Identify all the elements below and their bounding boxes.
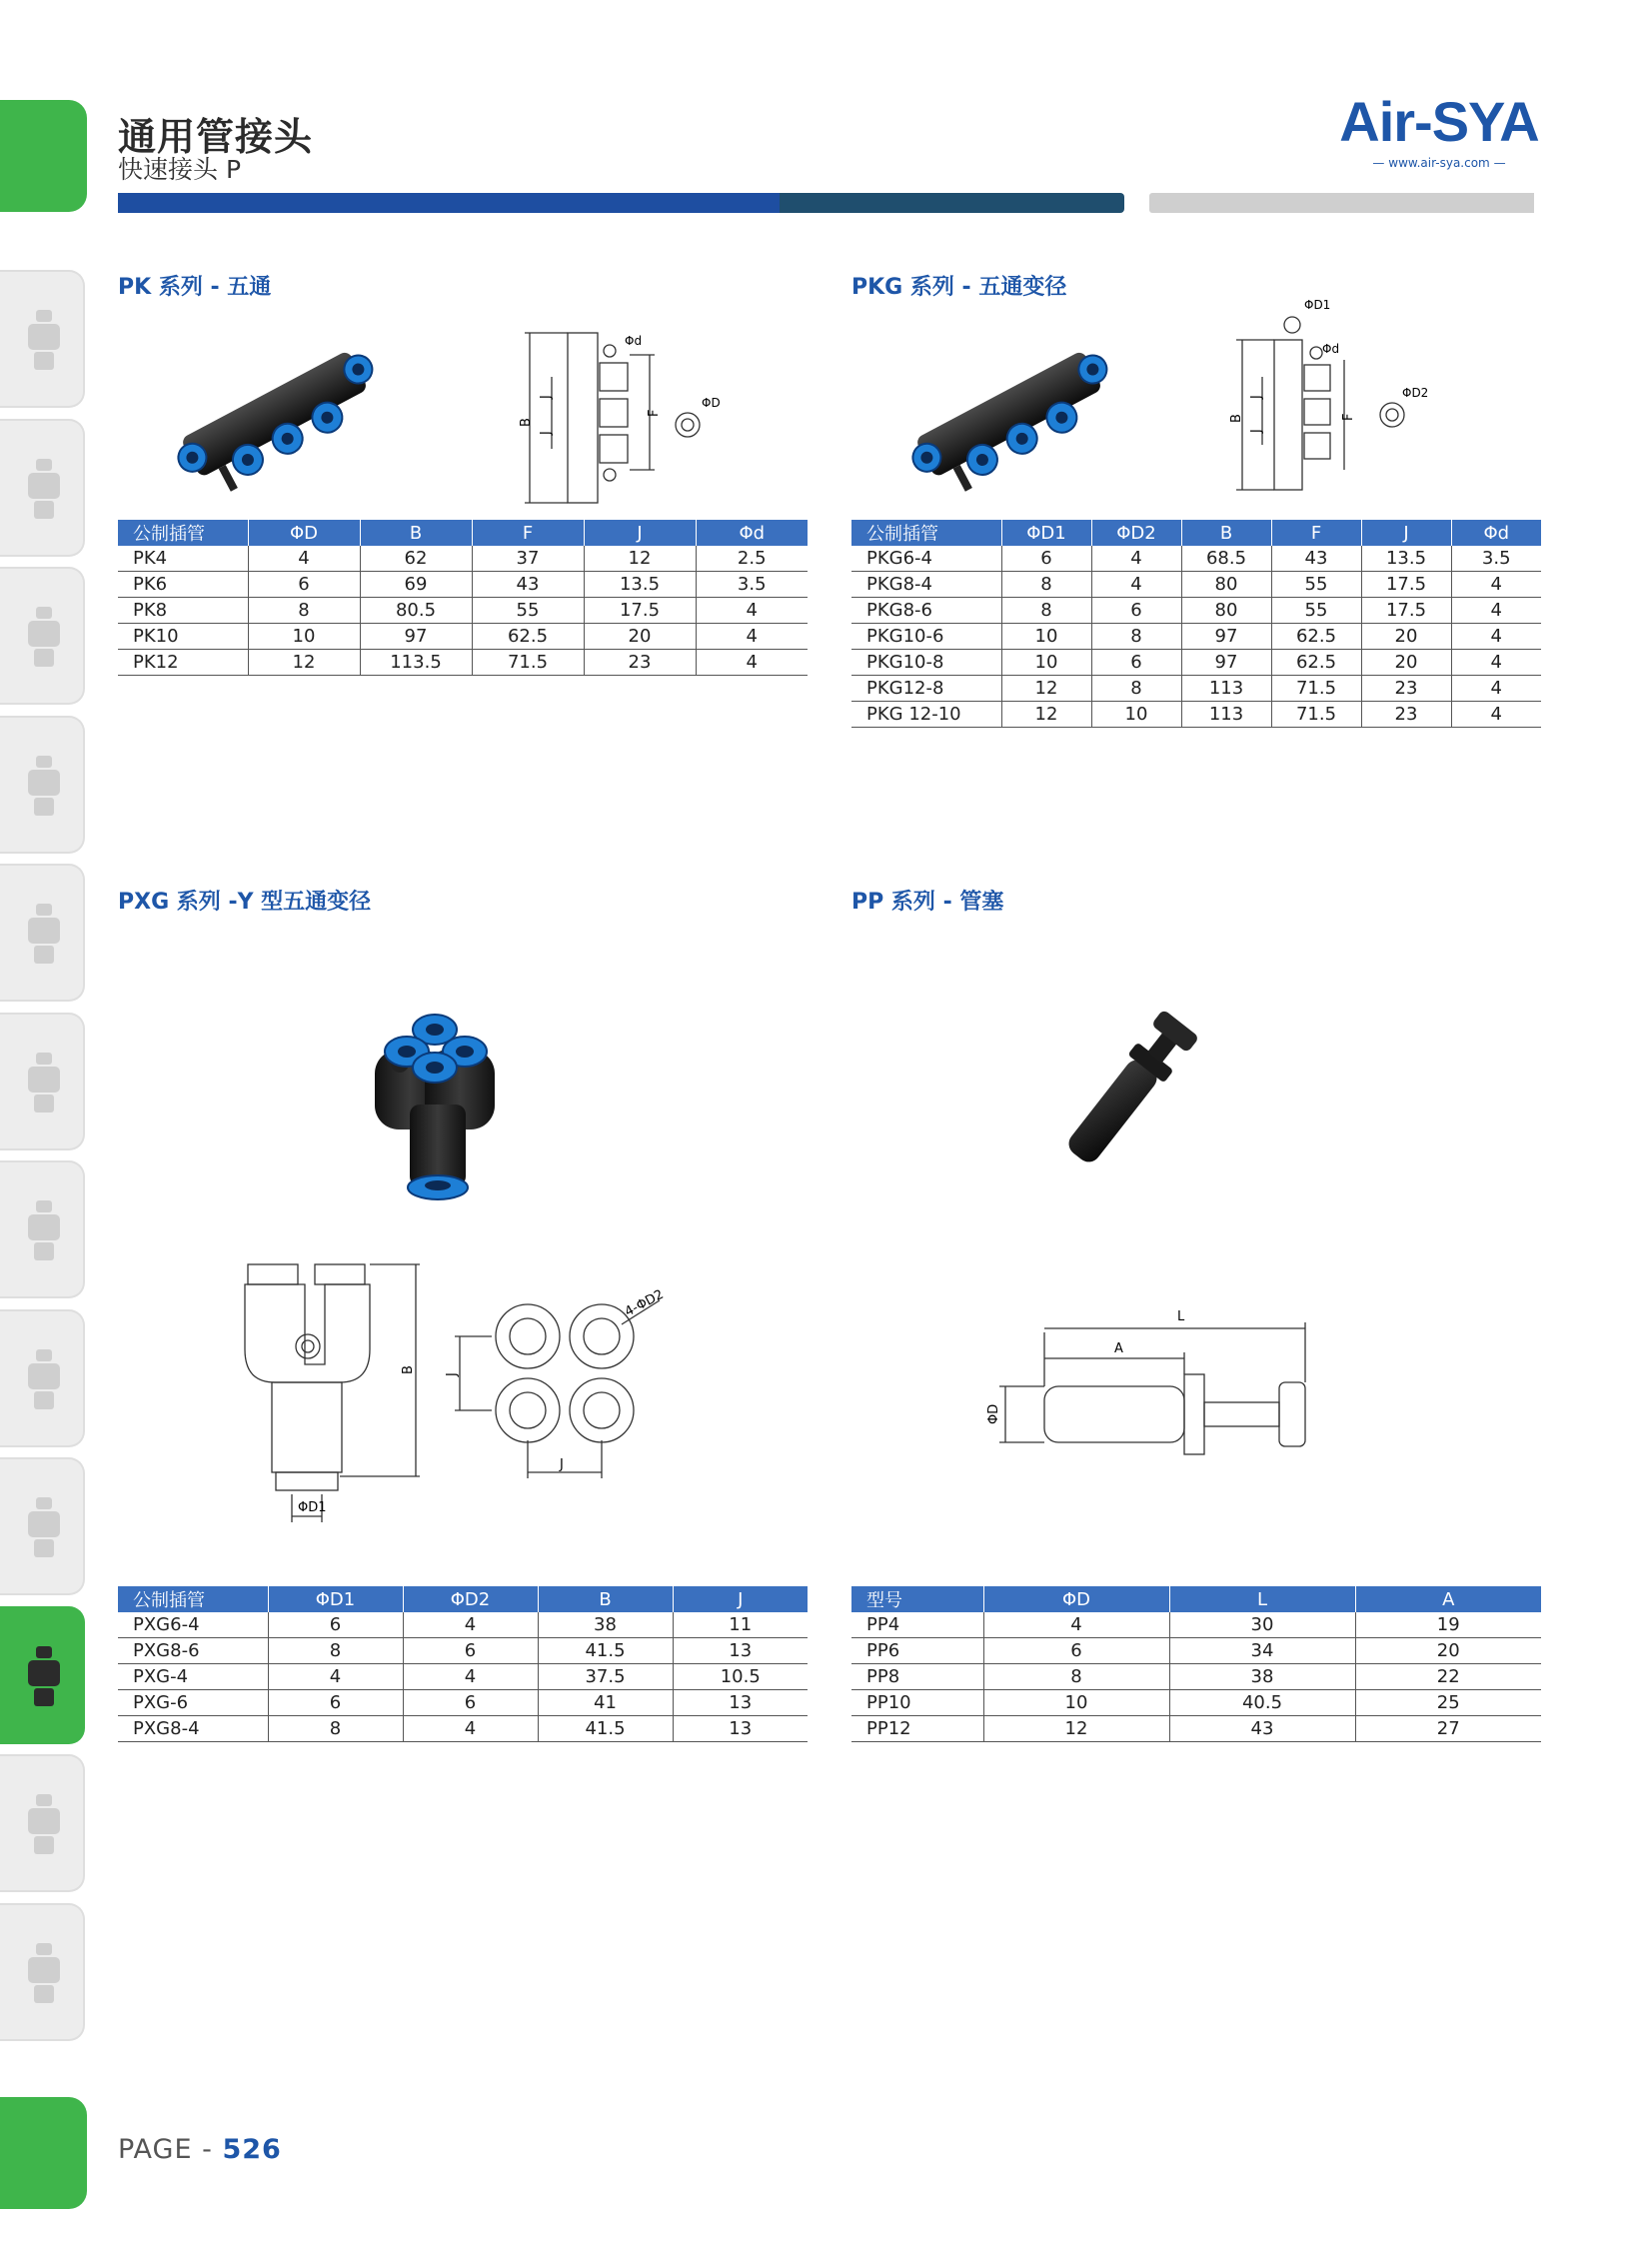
value-cell: 8 [983,1664,1169,1690]
col-header: F [1271,520,1361,546]
pk-dim-J1: J [539,395,554,399]
table-header-row [118,1586,808,1612]
value-cell: 68.5 [1181,546,1271,572]
table-row [118,1612,808,1638]
table-row [118,624,808,650]
col-header: F [472,520,584,546]
col-header: J [1361,520,1451,546]
pk-product-photo [170,330,380,500]
model-cell: PKG8-6 [851,598,1001,624]
model-cell: PK8 [118,598,248,624]
value-cell: 4 [1091,572,1181,598]
model-cell: PKG6-4 [851,546,1001,572]
value-cell: 20 [584,624,696,650]
fitting-icon [22,1642,66,1712]
value-cell: 113 [1181,676,1271,702]
value-cell: 4 [1451,572,1541,598]
value-cell: 43 [1271,546,1361,572]
valve-assembly-icon [22,1196,66,1266]
value-cell: 6 [268,1690,403,1716]
model-cell: PK10 [118,624,248,650]
model-cell: PXG-6 [118,1690,268,1716]
regulator-icon [22,603,66,673]
manual-valve-icon [22,900,66,970]
pxg-dim-D2: 4-ΦD2 [622,1286,667,1320]
value-cell: 4 [696,650,808,676]
value-cell: 40.5 [1169,1690,1355,1716]
table-row [851,1638,1541,1664]
value-cell: 4 [403,1612,538,1638]
table-header-row [851,520,1541,546]
model-cell: PK6 [118,572,248,598]
value-cell: 13.5 [584,572,696,598]
value-cell: 22 [1355,1664,1541,1690]
model-cell: PXG8-6 [118,1638,268,1664]
value-cell: 10 [1091,702,1181,728]
value-cell: 71.5 [1271,702,1361,728]
solenoid-valve-icon [22,752,66,822]
value-cell: 4 [1451,702,1541,728]
value-cell: 97 [1181,650,1271,676]
logo-url-text: www.air-sya.com [1388,156,1490,170]
model-cell: PXG-4 [118,1664,268,1690]
value-cell: 20 [1361,624,1451,650]
sidebar-tab-fitting[interactable] [0,1606,85,1744]
value-cell: 20 [1355,1638,1541,1664]
pxg-spec-table [118,1586,808,1742]
sidebar-tab-frl-unit[interactable] [0,270,85,408]
sidebar-tab-silencer[interactable] [0,1754,85,1892]
pk-dim-d: Φd [625,334,643,348]
pk-spec-table [118,520,808,676]
pxg-product-photo [355,1010,525,1204]
col-header: 公制插管 [118,1586,268,1612]
value-cell: 4 [983,1612,1169,1638]
col-header: Φd [1451,520,1541,546]
value-cell: 62.5 [472,624,584,650]
value-cell: 12 [983,1716,1169,1742]
value-cell: 11 [673,1612,808,1638]
header-bar-blue [118,193,780,213]
value-cell: 69 [360,572,472,598]
pkg-dim-B: B [1229,414,1244,423]
page-title: 通用管接头 [118,115,314,159]
value-cell: 8 [1001,572,1091,598]
pkg-dim-D2: ΦD2 [1402,386,1429,400]
model-cell: PK4 [118,546,248,572]
value-cell: 55 [1271,598,1361,624]
pp-dim-L: L [1177,1309,1185,1324]
table-row [851,650,1541,676]
value-cell: 37 [472,546,584,572]
pk-dim-J2: J [539,431,554,435]
value-cell: 97 [360,624,472,650]
value-cell: 43 [1169,1716,1355,1742]
value-cell: 4 [1451,676,1541,702]
table-row [851,1716,1541,1742]
page-label: PAGE - [118,2134,223,2165]
value-cell: 10 [983,1690,1169,1716]
value-cell: 12 [1001,702,1091,728]
value-cell: 12 [584,546,696,572]
value-cell: 13.5 [1361,546,1451,572]
value-cell: 113.5 [360,650,472,676]
logo-url: — www.air-sya.com — [1372,156,1506,170]
filter-icon [22,455,66,525]
table-header-row [118,520,808,546]
model-cell: PP12 [851,1716,983,1742]
value-cell: 8 [268,1716,403,1742]
value-cell: 8 [1091,624,1181,650]
pkg-spec-table [851,520,1541,728]
value-cell: 12 [248,650,360,676]
pk-dim-B: B [519,418,534,427]
table-row [851,572,1541,598]
bottom-green-tab [0,2097,87,2209]
value-cell: 34 [1169,1638,1355,1664]
model-cell: PXG8-4 [118,1716,268,1742]
value-cell: 10.5 [673,1664,808,1690]
value-cell: 17.5 [584,598,696,624]
value-cell: 23 [584,650,696,676]
value-cell: 4 [1091,546,1181,572]
table-row [851,546,1541,572]
model-cell: PKG10-8 [851,650,1001,676]
header-bar-teal [780,193,1124,213]
frl-unit-icon [22,306,66,376]
col-header: J [673,1586,808,1612]
col-header: B [360,520,472,546]
page-subtitle: 快速接头 P [118,155,242,184]
pkg-section-title: PKG 系列 - 五通变径 [851,275,1067,300]
value-cell: 38 [1169,1664,1355,1690]
table-row [118,650,808,676]
value-cell: 113 [1181,702,1271,728]
col-header: ΦD2 [1091,520,1181,546]
value-cell: 6 [1091,598,1181,624]
model-cell: PP8 [851,1664,983,1690]
model-cell: PP4 [851,1612,983,1638]
sidebar-tab-gripper[interactable] [0,1457,85,1595]
pp-product-photo [1039,1000,1219,1184]
value-cell: 10 [248,624,360,650]
pp-section-title: PP 系列 - 管塞 [851,890,1004,915]
col-header: Φd [696,520,808,546]
pxg-dimension-drawing [230,1254,700,1534]
sidebar-tab-mechanical-valve[interactable] [0,1013,85,1150]
value-cell: 80 [1181,598,1271,624]
accessory-icon [22,1939,66,2009]
page-number [118,2134,282,2165]
logo-text: Air-SYA [1339,90,1539,153]
value-cell: 4 [403,1716,538,1742]
col-header: J [584,520,696,546]
pk-section-title: PK 系列 - 五通 [118,275,272,300]
value-cell: 43 [472,572,584,598]
top-green-tab [0,100,87,212]
pk-dim-F: F [647,409,662,417]
table-row [851,702,1541,728]
value-cell: 2.5 [696,546,808,572]
table-row [851,676,1541,702]
silencer-icon [22,1790,66,1860]
value-cell: 37.5 [538,1664,673,1690]
value-cell: 23 [1361,702,1451,728]
pxg-dim-B: B [401,1365,416,1374]
value-cell: 71.5 [1271,676,1361,702]
pkg-dim-J1: J [1249,395,1264,399]
value-cell: 38 [538,1612,673,1638]
model-cell: PP10 [851,1690,983,1716]
value-cell: 4 [268,1664,403,1690]
value-cell: 62 [360,546,472,572]
col-header: A [1355,1586,1541,1612]
sidebar-tab-manual-valve[interactable] [0,864,85,1002]
value-cell: 6 [1091,650,1181,676]
pkg-product-photo [904,330,1114,500]
pxg-section-title: PXG 系列 -Y 型五通变径 [118,890,372,915]
value-cell: 41.5 [538,1638,673,1664]
value-cell: 4 [248,546,360,572]
pxg-dim-D1: ΦD1 [298,1500,327,1515]
table-row [118,1638,808,1664]
pk-dim-D: ΦD [702,396,721,410]
value-cell: 8 [1001,598,1091,624]
value-cell: 20 [1361,650,1451,676]
model-cell: PKG12-8 [851,676,1001,702]
value-cell: 6 [1001,546,1091,572]
table-row [118,1716,808,1742]
value-cell: 13 [673,1638,808,1664]
value-cell: 4 [403,1664,538,1690]
col-header: ΦD2 [403,1586,538,1612]
brand-logo [1334,92,1544,170]
value-cell: 6 [248,572,360,598]
value-cell: 62.5 [1271,650,1361,676]
value-cell: 6 [403,1638,538,1664]
value-cell: 8 [1091,676,1181,702]
col-header: 公制插管 [851,520,1001,546]
table-row [118,1664,808,1690]
value-cell: 30 [1169,1612,1355,1638]
value-cell: 3.5 [696,572,808,598]
value-cell: 17.5 [1361,598,1451,624]
model-cell: PKG10-6 [851,624,1001,650]
value-cell: 13 [673,1690,808,1716]
sidebar-tab-valve-assembly[interactable] [0,1160,85,1298]
value-cell: 27 [1355,1716,1541,1742]
pp-dim-A: A [1114,1341,1123,1356]
model-cell: PP6 [851,1638,983,1664]
value-cell: 55 [472,598,584,624]
col-header: ΦD [248,520,360,546]
value-cell: 71.5 [472,650,584,676]
table-row [851,1690,1541,1716]
value-cell: 12 [1001,676,1091,702]
value-cell: 23 [1361,676,1451,702]
table-header-row [851,1586,1541,1612]
sidebar-tab-cylinder[interactable] [0,1309,85,1447]
model-cell: PKG8-4 [851,572,1001,598]
value-cell: 19 [1355,1612,1541,1638]
page-number-value: 526 [222,2134,282,2165]
value-cell: 80.5 [360,598,472,624]
value-cell: 62.5 [1271,624,1361,650]
value-cell: 17.5 [1361,572,1451,598]
value-cell: 6 [268,1612,403,1638]
value-cell: 41.5 [538,1716,673,1742]
value-cell: 4 [696,598,808,624]
table-row [851,1664,1541,1690]
value-cell: 10 [1001,650,1091,676]
value-cell: 8 [268,1638,403,1664]
model-cell: PK12 [118,650,248,676]
mechanical-valve-icon [22,1049,66,1119]
cylinder-icon [22,1345,66,1415]
header-bar-gray [1149,193,1534,213]
pkg-dim-J2: J [1249,429,1264,433]
gripper-icon [22,1493,66,1563]
pkg-dim-d: Φd [1322,342,1340,356]
col-header: L [1169,1586,1355,1612]
pkg-dimension-drawing [1224,295,1454,505]
model-cell: PXG6-4 [118,1612,268,1638]
pp-spec-table [851,1586,1541,1742]
col-header: ΦD [983,1586,1169,1612]
table-row [118,546,808,572]
value-cell: 55 [1271,572,1361,598]
sidebar-tab-solenoid-valve[interactable] [0,716,85,854]
pxg-dim-J-vertical: J [445,1372,460,1376]
table-row [851,1612,1541,1638]
value-cell: 80 [1181,572,1271,598]
sidebar-tab-filter[interactable] [0,419,85,557]
col-header: B [538,1586,673,1612]
value-cell: 41 [538,1690,673,1716]
table-row [118,1690,808,1716]
col-header: 公制插管 [118,520,248,546]
col-header: ΦD1 [1001,520,1091,546]
value-cell: 6 [403,1690,538,1716]
value-cell: 25 [1355,1690,1541,1716]
table-row [851,598,1541,624]
pkg-dim-D1: ΦD1 [1304,298,1331,312]
col-header: B [1181,520,1271,546]
value-cell: 13 [673,1716,808,1742]
pp-dim-D: ΦD [986,1403,1001,1424]
col-header: ΦD1 [268,1586,403,1612]
value-cell: 4 [1451,598,1541,624]
pxg-dim-J-horizontal: J [560,1457,564,1472]
value-cell: 4 [1451,624,1541,650]
value-cell: 10 [1001,624,1091,650]
sidebar-tab-accessory[interactable] [0,1903,85,2041]
col-header: 型号 [851,1586,983,1612]
value-cell: 4 [1451,650,1541,676]
pkg-dim-F: F [1341,413,1356,421]
table-row [851,624,1541,650]
value-cell: 3.5 [1451,546,1541,572]
sidebar-tab-regulator[interactable] [0,567,85,705]
table-row [118,598,808,624]
value-cell: 8 [248,598,360,624]
value-cell: 97 [1181,624,1271,650]
pp-dimension-drawing [979,1294,1339,1474]
pk-dimension-drawing [510,315,740,510]
model-cell: PKG 12-10 [851,702,1001,728]
table-row [118,572,808,598]
value-cell: 6 [983,1638,1169,1664]
value-cell: 4 [696,624,808,650]
